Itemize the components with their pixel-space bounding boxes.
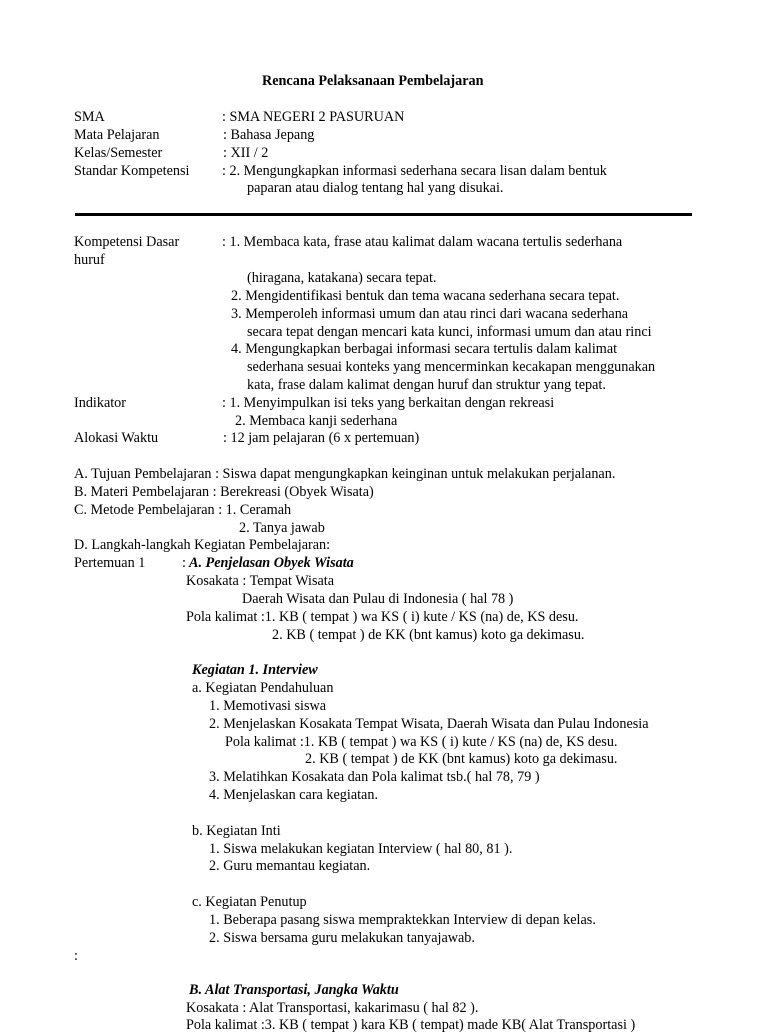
kd-label-huruf: huruf xyxy=(74,252,105,268)
kd-line-3: 2. Mengidentifikasi bentuk dan tema wacana sederhana secara tepat. xyxy=(231,288,620,304)
pendahuluan-item-4: 4. Menjelaskan cara kegiatan. xyxy=(209,787,378,803)
alokasi-value: : 12 jam pelajaran (6 x pertemuan) xyxy=(223,430,420,446)
kegiatan-1-heading: Kegiatan 1. Interview xyxy=(192,662,318,678)
header-divider xyxy=(75,213,692,216)
pendahuluan-item-2: 2. Menjelaskan Kosakata Tempat Wisata, Daerah Wisata dan Pulau Indonesia xyxy=(209,716,649,732)
kd-line-6: 4. Mengungkapkan berbagai informasi secara tertulis dalam kalimat xyxy=(231,341,618,357)
indikator-line-2: 2. Membaca kanji sederhana xyxy=(235,413,398,429)
pertemuan-1-colon: : xyxy=(182,555,186,571)
pendahuluan-item-1: 1. Memotivasi siswa xyxy=(209,698,327,714)
pertemuan-1-label: Pertemuan 1 xyxy=(74,555,146,571)
kd-line-2: (hiragana, katakana) secara tepat. xyxy=(247,270,437,286)
pendahuluan-pola-2: 2. KB ( tempat ) de KK (bnt kamus) koto ga dekimasu. xyxy=(305,751,618,767)
kd-line-1: : 1. Membaca kata, frase atau kalimat dalam wacana tertulis sederhana xyxy=(222,234,623,250)
part-b-heading: B. Alat Transportasi, Jangka Waktu xyxy=(189,982,399,998)
sk-value-line-2: paparan atau dialog tentang hal yang disukai. xyxy=(247,180,504,196)
sk-value-line-1: : 2. Mengungkapkan informasi sederhana secara lisan dalam bentuk xyxy=(222,163,607,179)
part-b-pola-cut: Pola kalimat :3. KB ( tempat ) kara KB ( tempat) made KB( Alat Transportasi ) xyxy=(186,1017,636,1033)
kd-line-4: 3. Memperoleh informasi umum dan atau rinci dari wacana sederhana xyxy=(231,306,629,322)
kosakata-line-1: Kosakata : Tempat Wisata xyxy=(186,573,335,589)
indikator-line-1: : 1. Menyimpulkan isi teks yang berkaitan dengan rekreasi xyxy=(222,395,555,411)
kd-line-7: sederhana sesuai konteks yang mencerminkan kecakapan menggunakan xyxy=(247,359,656,375)
section-langkah: D. Langkah-langkah Kegiatan Pembelajaran: xyxy=(74,537,331,553)
kegiatan-pendahuluan: a. Kegiatan Pendahuluan xyxy=(192,680,334,696)
sma-value: : SMA NEGERI 2 PASURUAN xyxy=(222,109,405,125)
pertemuan-1-heading: A. Penjelasan Obyek Wisata xyxy=(189,555,354,571)
pendahuluan-item-3: 3. Melatihkan Kosakata dan Pola kalimat tsb.( hal 78, 79 ) xyxy=(209,769,540,785)
penutup-item-1: 1. Beberapa pasang siswa mempraktekkan Interview di depan kelas. xyxy=(209,912,596,928)
kosakata-line-2: Daerah Wisata dan Pulau di Indonesia ( hal 78 ) xyxy=(242,591,514,607)
section-metode: C. Metode Pembelajaran : 1. Ceramah xyxy=(74,502,292,518)
mapel-value: : Bahasa Jepang xyxy=(223,127,315,143)
section-tujuan: A. Tujuan Pembelajaran : Siswa dapat mengungkapkan keinginan untuk melakukan perjalanan. xyxy=(74,466,616,482)
kd-label: Kompetensi Dasar xyxy=(74,234,180,250)
kd-line-8: kata, frase dalam kalimat dengan huruf dan struktur yang tepat. xyxy=(247,377,606,393)
inti-item-1: 1. Siswa melakukan kegiatan Interview ( hal 80, 81 ). xyxy=(209,841,513,857)
alokasi-label: Alokasi Waktu xyxy=(74,430,159,446)
pola-kalimat-1: Pola kalimat :1. KB ( tempat ) wa KS ( i) kute / KS (na) de, KS desu. xyxy=(186,609,579,625)
pola-kalimat-2: 2. KB ( tempat ) de KK (bnt kamus) koto ga dekimasu. xyxy=(272,627,585,643)
inti-item-2: 2. Guru memantau kegiatan. xyxy=(209,858,371,874)
stray-colon: : xyxy=(74,948,78,964)
page-title: Rencana Pelaksanaan Pembelajaran xyxy=(262,73,484,89)
kd-line-5: secara tepat dengan mencari kata kunci, informasi umum dan atau rinci xyxy=(247,324,652,340)
section-materi: B. Materi Pembelajaran : Berekreasi (Obyek Wisata) xyxy=(74,484,374,500)
pendahuluan-pola-1: Pola kalimat :1. KB ( tempat ) wa KS ( i) kute / KS (na) de, KS desu. xyxy=(225,734,618,750)
indikator-label: Indikator xyxy=(74,395,127,411)
kegiatan-penutup: c. Kegiatan Penutup xyxy=(192,894,307,910)
mapel-label: Mata Pelajaran xyxy=(74,127,160,143)
sk-label: Standar Kompetensi xyxy=(74,163,190,179)
kelas-label: Kelas/Semester xyxy=(74,145,163,161)
section-metode-2: 2. Tanya jawab xyxy=(239,520,325,536)
sma-label: SMA xyxy=(74,109,105,125)
kelas-value: : XII / 2 xyxy=(223,145,269,161)
part-b-kosakata: Kosakata : Alat Transportasi, kakarimasu ( hal 82 ). xyxy=(186,1000,479,1016)
penutup-item-2: 2. Siswa bersama guru melakukan tanyajawab. xyxy=(209,930,475,946)
kegiatan-inti: b. Kegiatan Inti xyxy=(192,823,281,839)
